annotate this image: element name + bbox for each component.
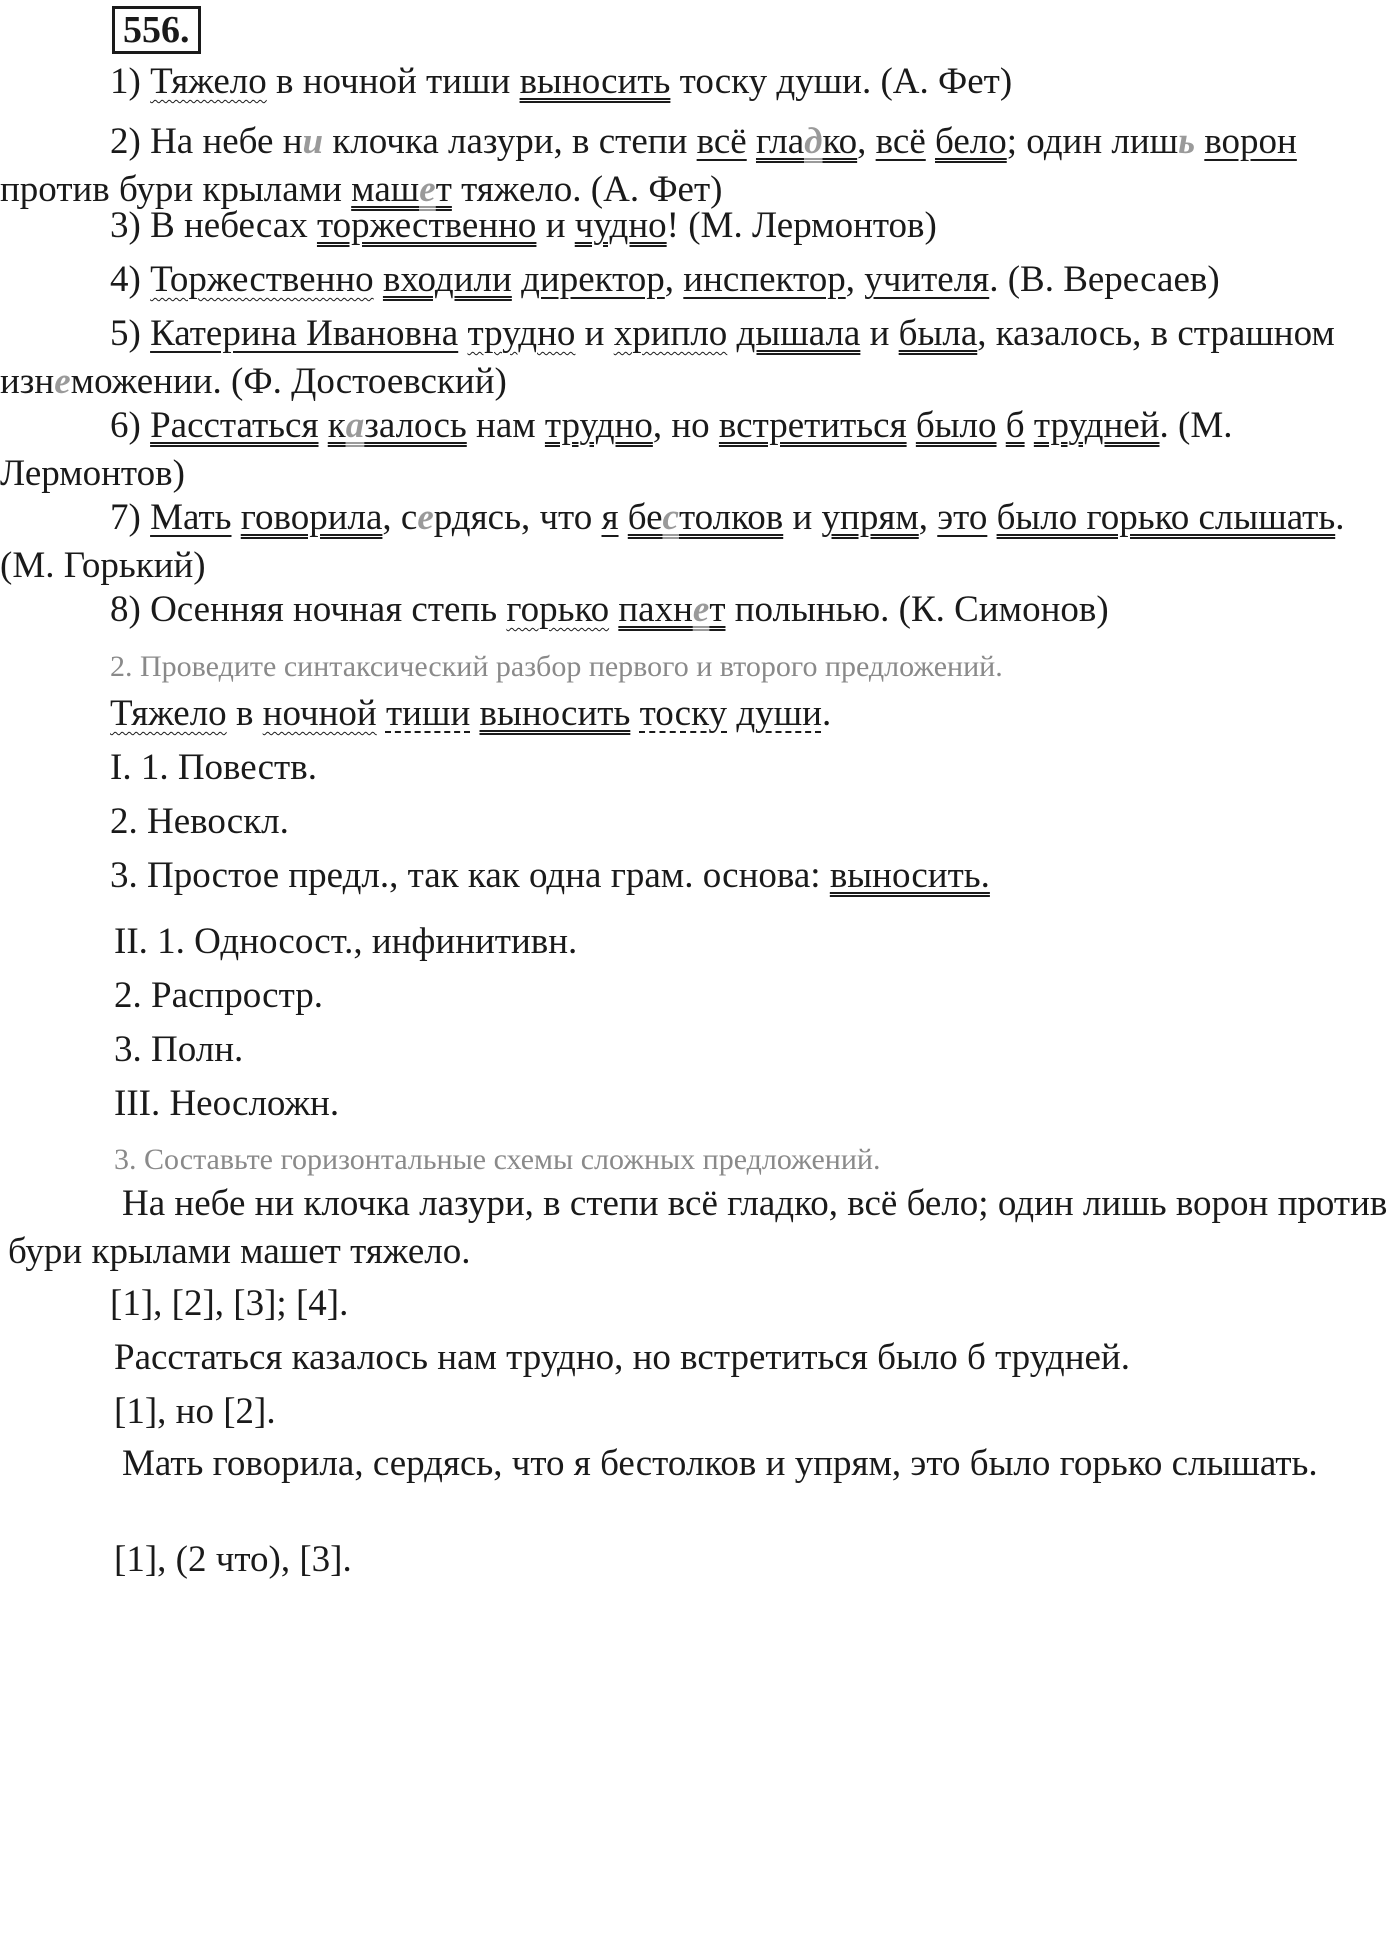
marked-word: Мать — [150, 497, 232, 538]
marked-word: была — [898, 313, 978, 354]
text-segment: можении. (Ф. Достоевский) — [70, 361, 507, 402]
text-segment — [377, 693, 386, 734]
marked-word: встретиться — [718, 405, 907, 446]
text-segment: 3) В небесах — [110, 205, 317, 246]
text-segment: и — [536, 205, 575, 246]
text-segment — [907, 405, 916, 446]
marked-word: учителя — [864, 259, 990, 300]
text-segment: ! (М. Лермонтов) — [666, 205, 937, 246]
sentence-2 — [0, 118, 1392, 214]
marked-word: б — [1005, 405, 1025, 446]
grammatical-basis: выносить. — [829, 855, 990, 896]
marked-word: ворон — [1204, 121, 1297, 162]
text-segment — [727, 693, 736, 734]
marked-word: выносить — [519, 61, 671, 102]
analysis-i-3 — [0, 852, 1392, 900]
marked-word: Катерина Ивановна — [150, 313, 459, 354]
marked-word: входили — [382, 259, 512, 300]
sentence-6 — [0, 402, 1392, 498]
text-segment: 8) Осенняя ночная степь — [110, 589, 507, 630]
marked-word: т — [435, 169, 452, 210]
sentence-3 — [0, 202, 1392, 250]
marked-word: всё — [696, 121, 747, 162]
text-segment: в ночной тиши — [266, 61, 520, 102]
highlighted-letter: и — [302, 121, 324, 162]
marked-word: бе — [627, 497, 663, 538]
text-segment — [619, 497, 628, 538]
marked-word: Тяжело — [110, 693, 227, 734]
text-segment — [997, 405, 1006, 446]
marked-word: Торжественно — [150, 259, 374, 300]
text-segment: 2) На небе н — [110, 121, 303, 162]
task-3-prompt: 3. Составьте горизонтальные схемы сложных предложений. — [114, 1143, 881, 1176]
text-segment: . — [821, 693, 832, 734]
marked-word: а — [345, 405, 365, 446]
text-segment: 7) — [110, 497, 151, 538]
text-segment: . (М. Лермонтов) — [0, 405, 1233, 494]
highlighted-letter: е — [417, 497, 434, 538]
text-segment: в — [226, 693, 263, 734]
highlighted-letter: ь — [1178, 121, 1196, 162]
marked-word: с — [662, 497, 679, 538]
marked-word: всё — [875, 121, 926, 162]
analysis-i-3-text: 3. Простое предл., так как одна грам. основа: — [110, 855, 830, 896]
text-segment: , — [664, 259, 684, 300]
marked-word: е — [692, 589, 710, 630]
marked-word: инспектор — [683, 259, 846, 300]
scheme-sentence-3: Мать говорила, сердясь, что я бестолков и упрям, это было горько слышать. — [122, 1443, 1318, 1484]
marked-word: выносить — [479, 693, 631, 734]
analysis-ii-2: 2. Распростр. — [114, 975, 323, 1016]
text-segment: и — [575, 313, 614, 354]
scheme-2: [1], но [2]. — [114, 1391, 276, 1432]
scheme-3: [1], (2 что), [3]. — [114, 1539, 352, 1580]
marked-word: горько — [506, 589, 610, 630]
marked-word: е — [419, 169, 436, 210]
text-segment: , но — [652, 405, 719, 446]
marked-word: залось — [364, 405, 467, 446]
text-segment: 5) — [110, 313, 151, 354]
analysis-ii-1: II. 1. Односост., инфинитивн. — [114, 921, 578, 962]
marked-word: ночной — [262, 693, 377, 734]
marked-word: тиши — [385, 693, 471, 734]
marked-word: трудно — [467, 313, 576, 354]
text-segment — [319, 405, 328, 446]
sentence-8 — [0, 586, 1392, 634]
text-segment: , с — [382, 497, 418, 538]
text-segment: , — [845, 259, 865, 300]
text-segment — [232, 497, 241, 538]
marked-word: было — [915, 405, 997, 446]
marked-word: хрипло — [613, 313, 728, 354]
marked-word: к — [327, 405, 346, 446]
text-segment: . (В. Вересаев) — [989, 259, 1220, 300]
scheme-1: [1], [2], [3]; [4]. — [110, 1283, 349, 1324]
marked-word: упрям — [821, 497, 919, 538]
marked-word: толков — [678, 497, 784, 538]
analysis-i-2: 2. Невоскл. — [110, 801, 289, 842]
marked-word: я — [601, 497, 619, 538]
text-segment — [630, 693, 639, 734]
scheme-sentence-2: Расстаться казалось нам трудно, но встретиться было б трудней. — [114, 1337, 1130, 1378]
marked-word: это — [937, 497, 988, 538]
text-segment: нам — [466, 405, 545, 446]
marked-word: души — [736, 693, 822, 734]
text-segment: полынью. (К. Симонов) — [725, 589, 1109, 630]
highlighted-letter: е — [54, 361, 71, 402]
marked-word: чудно — [574, 205, 667, 246]
text-segment: тяжело. (А. Фет) — [451, 169, 723, 210]
analysis-iii: III. Неосложн. — [114, 1083, 340, 1124]
text-segment — [727, 313, 736, 354]
text-segment — [470, 693, 479, 734]
marked-word: д — [804, 121, 823, 162]
text-segment: , казалось, в страшном изн — [0, 313, 1335, 402]
text-segment: . (М. Горький) — [0, 497, 1345, 586]
scheme-sentence-1: На небе ни клочка лазури, в степи всё гладко, всё бело; один лишь ворон против бури крылами машет тяжело. — [8, 1183, 1388, 1272]
marked-word: тоску — [639, 693, 728, 734]
analysis-ii-3: 3. Полн. — [114, 1029, 244, 1070]
task-2-prompt: 2. Проведите синтаксический разбор первого и второго предложений. — [110, 650, 1003, 683]
text-segment: и — [783, 497, 822, 538]
marked-word: бело — [935, 121, 1007, 162]
sentence-4 — [0, 256, 1392, 304]
marked-word: Тяжело — [150, 61, 267, 102]
text-segment: рдясь, что — [433, 497, 602, 538]
analysis-i-1: I. 1. Повеств. — [110, 747, 317, 788]
marked-word: пахн — [618, 589, 693, 630]
marked-word: говорила — [240, 497, 383, 538]
marked-word: т — [709, 589, 726, 630]
sentence-7 — [0, 494, 1392, 590]
marked-word: дышала — [736, 313, 861, 354]
text-segment — [747, 121, 756, 162]
text-segment: и — [860, 313, 899, 354]
text-segment: тоску души. (А. Фет) — [670, 61, 1013, 102]
marked-word: Расстаться — [150, 405, 319, 446]
marked-word: торжественно — [316, 205, 537, 246]
text-segment: 4) — [110, 259, 151, 300]
text-segment — [512, 259, 521, 300]
text-segment: клочка лазури, в степи — [323, 121, 697, 162]
text-segment — [1025, 405, 1034, 446]
text-segment: ; один лиш — [1006, 121, 1179, 162]
sentence-5 — [0, 310, 1392, 406]
exercise-number: 556. — [112, 6, 201, 54]
text-segment: 6) — [110, 405, 151, 446]
marked-word: гла — [755, 121, 805, 162]
marked-word: было горько слышать — [996, 497, 1336, 538]
parsed-sentence — [0, 690, 1392, 738]
marked-word: маш — [351, 169, 420, 210]
text-segment — [1195, 121, 1204, 162]
text-segment: , — [857, 121, 876, 162]
text-segment — [374, 259, 383, 300]
text-segment: против бури крылами — [0, 169, 352, 210]
text-segment: 1) — [110, 61, 151, 102]
sentence-1 — [0, 58, 1392, 106]
text-segment — [609, 589, 618, 630]
marked-word: директор — [521, 259, 665, 300]
text-segment — [926, 121, 935, 162]
marked-word: трудней — [1033, 405, 1160, 446]
text-segment — [987, 497, 996, 538]
text-segment: , — [918, 497, 938, 538]
marked-word: трудно — [544, 405, 653, 446]
marked-word: ко — [822, 121, 858, 162]
